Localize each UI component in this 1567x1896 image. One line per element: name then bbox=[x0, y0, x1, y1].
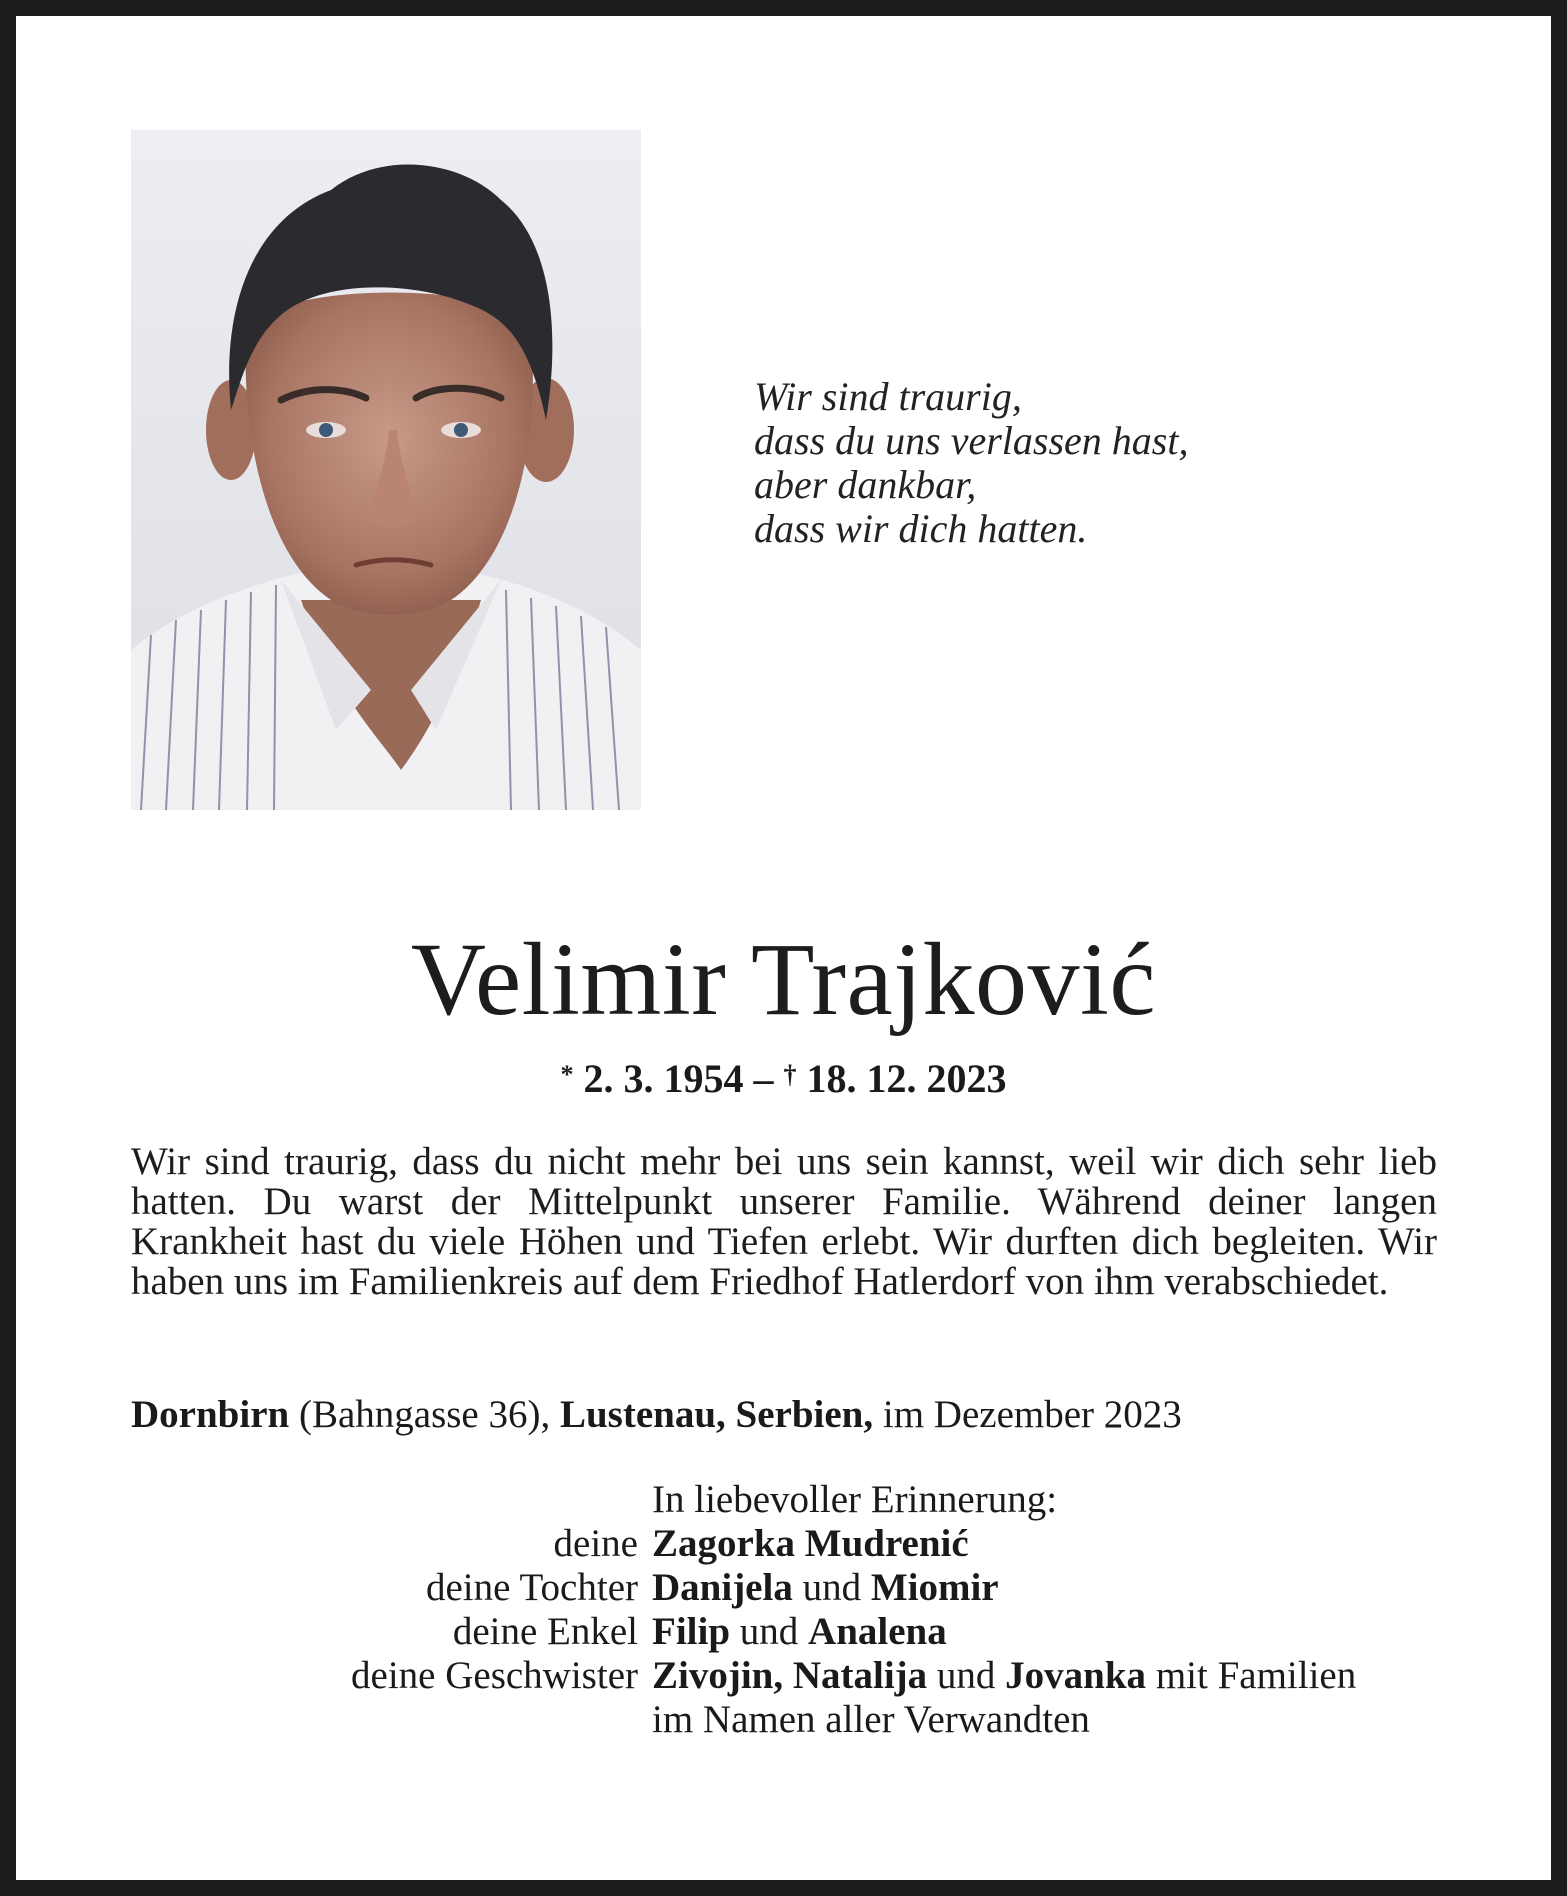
mourner-name: Danijela bbox=[652, 1566, 793, 1609]
portrait-illustration bbox=[131, 130, 641, 810]
mourner-row bbox=[0, 1566, 1567, 1610]
birth-date: 2. 3. 1954 bbox=[583, 1056, 744, 1101]
mourner-suffix: mit Familien bbox=[1146, 1654, 1357, 1697]
obituary-text: Wir sind traurig, dass du nicht mehr bei uns sein kannst, weil wir dich sehr lieb hatten. Du warst der Mittelpunkt unserer Familie. Während deiner langen Krankheit hast du viele Höhen und Tiefen erlebt. Wir durften dich begleiten. Wir haben uns im Familienkreis auf dem Friedhof Hatlerdorf von ihm verabschiedet. bbox=[131, 1140, 1437, 1303]
poem-quote bbox=[754, 375, 1188, 551]
mourner-name: Miomir bbox=[870, 1566, 999, 1609]
mourners-intro-row bbox=[0, 1478, 1567, 1522]
portrait-photo bbox=[131, 130, 641, 810]
poem-line: dass wir dich hatten. bbox=[754, 506, 1088, 551]
location-address: (Bahngasse 36), bbox=[289, 1393, 560, 1436]
mourner-name: Zivojin, Natalija bbox=[652, 1654, 928, 1697]
deceased-name: Velimir Trajković bbox=[410, 922, 1157, 1037]
mourner-names bbox=[652, 1610, 947, 1654]
mourner-relation: deine Tochter bbox=[425, 1566, 638, 1609]
date-separator: – bbox=[743, 1056, 784, 1101]
poem-line: dass du uns verlassen hast, bbox=[754, 418, 1189, 463]
location-line bbox=[131, 1393, 1182, 1437]
death-date: 18. 12. 2023 bbox=[806, 1056, 1007, 1101]
mourner-row bbox=[0, 1654, 1567, 1698]
mourner-row bbox=[0, 1610, 1567, 1654]
birth-symbol: * bbox=[560, 1060, 574, 1089]
mourner-name: Jovanka bbox=[1005, 1654, 1147, 1697]
mourner-conjunction: und bbox=[792, 1566, 871, 1609]
mourners-closing: im Namen aller Verwandten bbox=[652, 1698, 1090, 1741]
mourners-intro: In liebevoller Erinnerung: bbox=[652, 1478, 1058, 1521]
mourner-conjunction: und bbox=[730, 1610, 809, 1653]
mourner-names bbox=[652, 1654, 1356, 1698]
mourners-list bbox=[0, 1478, 1567, 1742]
mourner-name: Zagorka Mudrenić bbox=[652, 1522, 969, 1565]
mourner-conjunction: und bbox=[927, 1654, 1006, 1697]
poem-line: Wir sind traurig, bbox=[754, 374, 1022, 419]
mourner-name: Filip bbox=[652, 1610, 731, 1653]
location-date: im Dezember 2023 bbox=[873, 1393, 1182, 1436]
mourner-row bbox=[0, 1522, 1567, 1566]
mourner-relation: deine bbox=[553, 1522, 638, 1565]
death-symbol: † bbox=[783, 1060, 797, 1089]
mourner-relation: deine Geschwister bbox=[351, 1654, 638, 1697]
mourners-closing-row bbox=[0, 1698, 1567, 1742]
mourner-name: Analena bbox=[808, 1610, 947, 1653]
location-places: Lustenau, Serbien, bbox=[559, 1393, 874, 1436]
mourner-names bbox=[652, 1566, 999, 1610]
mourner-relation: deine Enkel bbox=[452, 1610, 638, 1653]
mourner-names bbox=[652, 1522, 969, 1566]
life-dates bbox=[0, 1055, 1567, 1103]
location-city: Dornbirn bbox=[131, 1393, 290, 1436]
poem-line: aber dankbar, bbox=[754, 462, 977, 507]
